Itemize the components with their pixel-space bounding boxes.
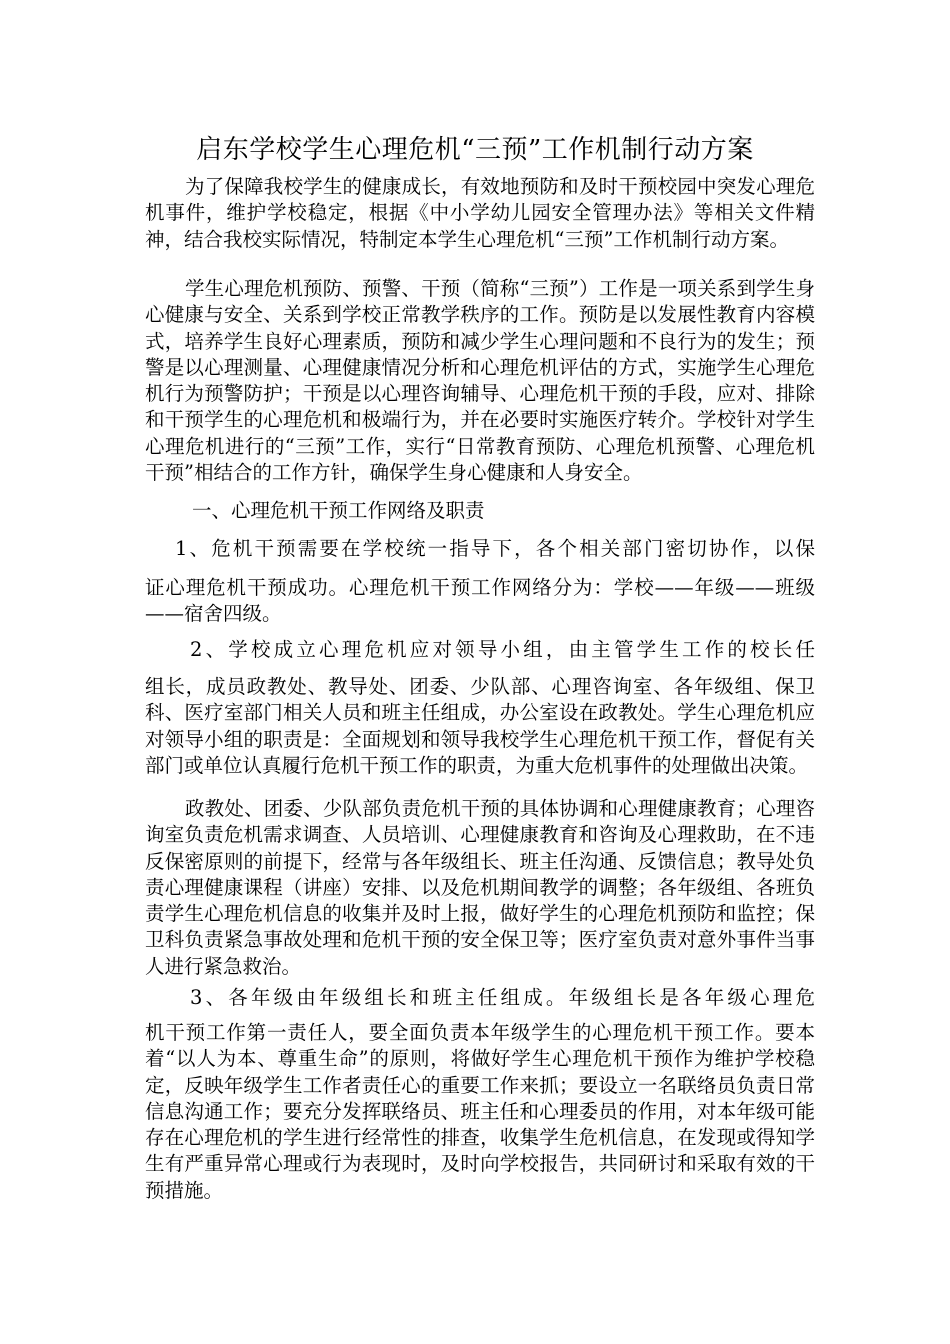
item-1-body: 证心理危机干预成功。心理危机干预工作网络分为：学校——年级——班级——宿舍四级。 xyxy=(145,576,815,626)
item-2-body: 组长，成员政教处、教导处、团委、少队部、心理咨询室、各年级组、保卫科、医疗室部门相关人员和班主任组成，办公室设在政教处。学生心理危机应对领导小组的职责是：全面规划和领导我校学生心理危机干预工作，督促有关部门或单位认真履行危机干预工作的职责，为重大危机事件的处理做出决策。 xyxy=(145,675,815,777)
item-3-first-line: 3、各年级由年级组长和班主任组成。年级组长是各年级心理危 xyxy=(190,986,815,1009)
item-2-first-line: 2、学校成立心理危机应对领导小组，由主管学生工作的校长任 xyxy=(190,638,815,661)
duties-paragraph: 政教处、团委、少队部负责危机干预的具体协调和心理健康教育；心理咨询室负责危机需求调查、人员培训、心理健康教育和咨询及心理救助，在不违反保密原则的前提下，经常与各年级组长、班主任沟通、反馈信息；教导处负责心理健康课程（讲座）安排、以及危机期间教学的调整；各年级组、各班负责学生心理危机信息的收集并及时上报，做好学生的心理危机预防和监控；保卫科负责紧急事故处理和危机干预的安全保卫等；医疗室负责对意外事件当事人进行紧急救治。 xyxy=(145,797,815,978)
document-title: 启东学校学生心理危机“三预”工作机制行动方案 xyxy=(196,135,754,165)
definition-paragraph: 学生心理危机预防、预警、干预（简称“三预”）工作是一项关系到学生身心健康与安全、关系到学校正常教学秩序的工作。预防是以发展性教育内容模式，培养学生良好心理素质，预防和减少学生心理问题和不良行为的发生；预警是以心理测量、心理健康情况分析和心理危机评估的方式，实施学生心理危机行为预警防护；干预是以心理咨询辅导、心理危机干预的手段，应对、排除和干预学生的心理危机和极端行为，并在必要时实施医疗转介。学校针对学生心理危机进行的“三预”工作，实行“日常教育预防、心理危机预警、心理危机干预”相结合的工作方针，确保学生身心健康和人身安全。 xyxy=(145,277,815,485)
item-1-first-line: 1、危机干预需要在学校统一指导下，各个相关部门密切协作，以保 xyxy=(175,537,815,560)
section-heading: 一、心理危机干预工作网络及职责 xyxy=(192,499,485,522)
intro-paragraph: 为了保障我校学生的健康成长，有效地预防和及时干预校园中突发心理危机事件，维护学校稳定，根据《中小学幼儿园安全管理办法》等相关文件精神，结合我校实际情况，特制定本学生心理危机“三预”工作机制行动方案。 xyxy=(145,175,815,251)
item-3-body: 机干预工作第一责任人，要全面负责本年级学生的心理危机干预工作。要本着“以人为本、尊重生命”的原则，将做好学生心理危机干预作为维护学校稳定，反映年级学生工作者责任心的重要工作来抓；要设立一名联络员负责日常信息沟通工作；要充分发挥联络员、班主任和心理委员的作用，对本年级可能存在心理危机的学生进行经常性的排查，收集学生危机信息，在发现或得知学生有严重异常心理或行为表现时，及时向学校报告，共同研讨和采取有效的干预措施。 xyxy=(145,1021,815,1202)
